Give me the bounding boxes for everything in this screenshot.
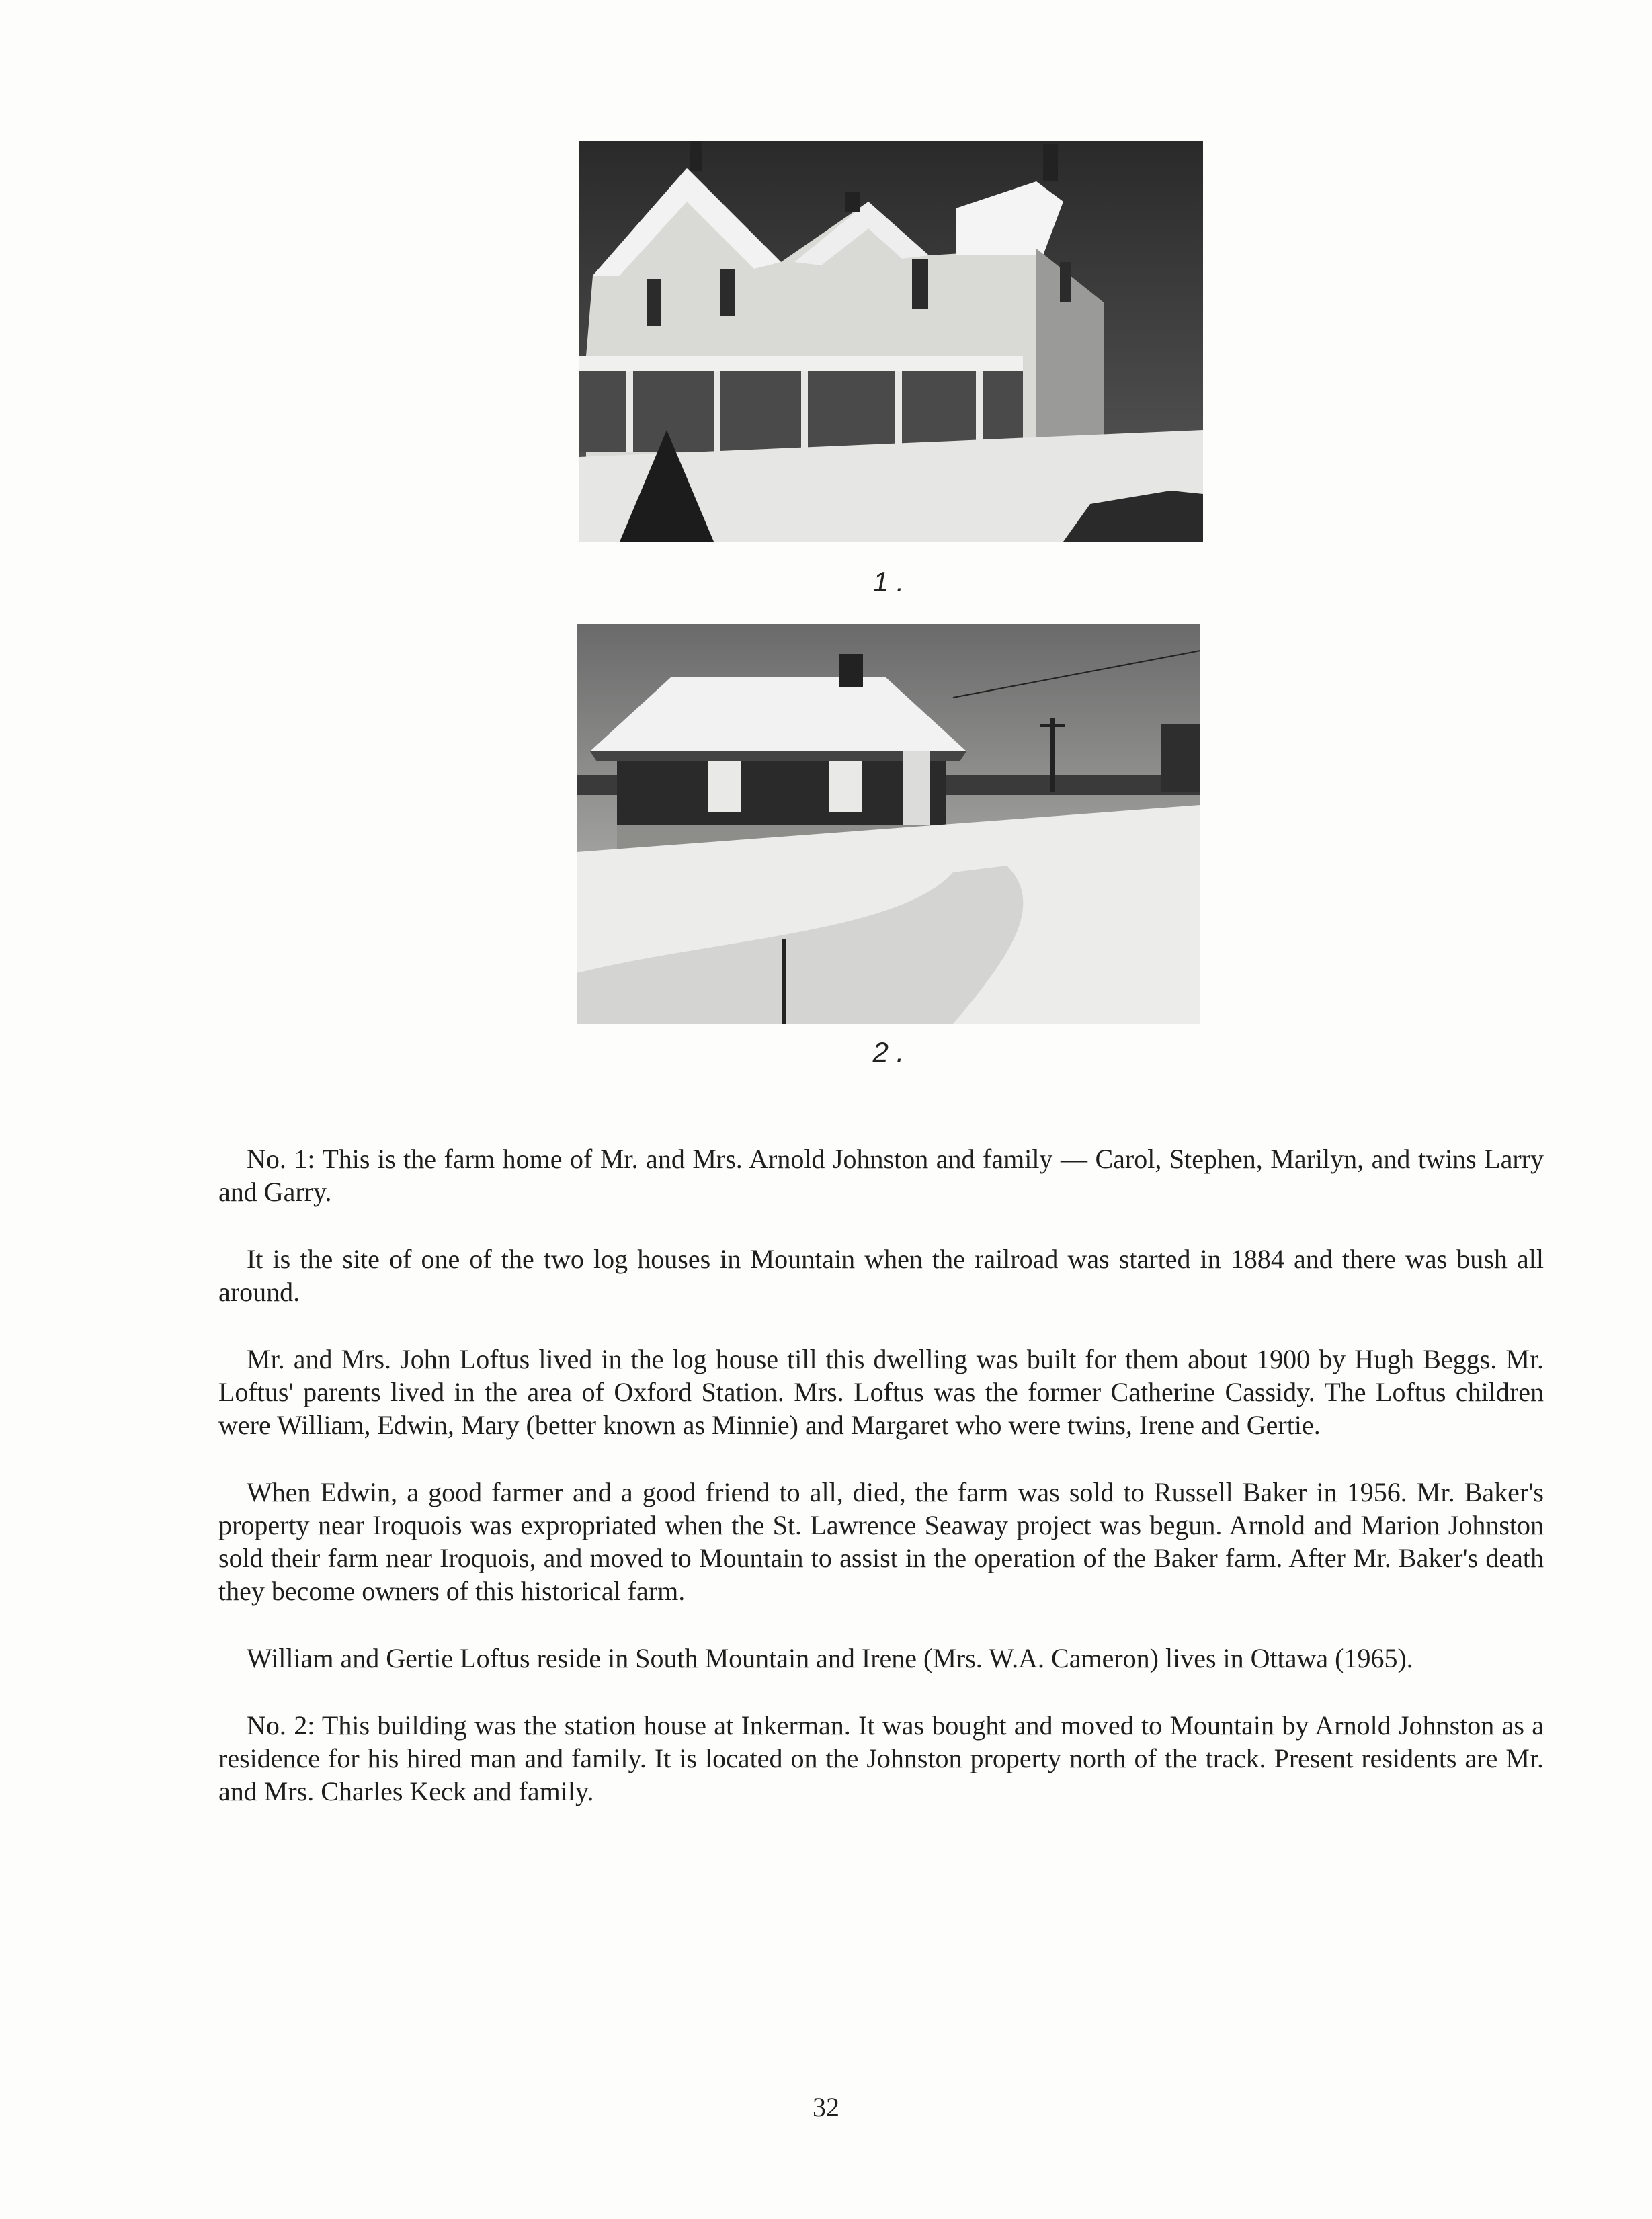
page-number: 32 [813,2092,839,2122]
paragraph: When Edwin, a good farmer and a good friend to all, died, the farm was sold to Russell Baker in 1956. Mr. Baker's property near Iroquois was expropriated when the St. Lawrence Seaway project was begun. Arnold and Marion Johnston sold their farm near Iroquois, and moved to Mountain to assist in the operation of the Baker farm. After Mr. Baker's death they become owners of this historical farm. [218,1477,1544,1606]
body-text [218,1142,1544,1842]
photo-1-caption: 1 . [872,566,905,597]
paragraph: No. 1: This is the farm home of Mr. and Mrs. Arnold Johnston and family — Carol, Stephen, Marilyn, and twins Larry and Garry. [218,1144,1544,1207]
photo-2-caption: 2 . [872,1036,905,1068]
paragraph: William and Gertie Loftus reside in South Mountain and Irene (Mrs. W.A. Cameron) lives in Ottawa (1965). [247,1643,1413,1673]
farmhouse-photo [579,141,1203,542]
paragraph: It is the site of one of the two log houses in Mountain when the railroad was started in 1884 and there was bush all around. [218,1244,1544,1307]
paragraph: No. 2: This building was the station house at Inkerman. It was bought and moved to Mountain by Arnold Johnston as a residence for his hired man and family. It is located on the Johnston property north of the track. Present residents are Mr. and Mrs. Charles Keck and family. [218,1710,1544,1806]
paragraph: Mr. and Mrs. John Loftus lived in the log house till this dwelling was built for them about 1900 by Hugh Beggs. Mr. Loftus' parents lived in the area of Oxford Station. Mrs. Loftus was the former Catherine Cassidy. The Loftus children were William, Edwin, Mary (better known as Minnie) and Margaret who were twins, Irene and Gertie. [218,1344,1544,1440]
station-house-photo [577,624,1200,1024]
